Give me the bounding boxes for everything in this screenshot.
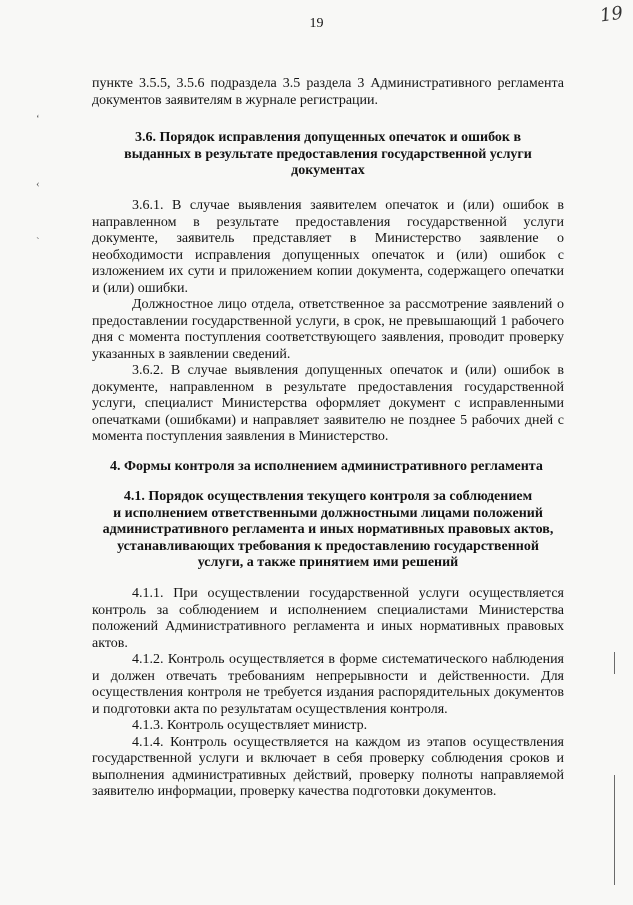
paragraph-4-1-2: 4.1.2. Контроль осуществляется в форме систематического наблюдения и должен отвечать требованиям непрерывности и действенности. Для осуществления контроля не требуется издания распорядительных документов и подготовки акта по результатам осуществления контроля. [92, 652, 564, 717]
paragraph-3-6-2: 3.6.2. В случае выявления допущенных опечаток и (или) ошибок в документе, направленном в результате предоставления государственной услуги, специалист Министерства оформляет документ с исправленными опечатками (ошибками) и направляет заявителю не позднее 5 рабочих дней с момента поступления заявления в Министерство. [92, 363, 564, 444]
paragraph-4-1-4: 4.1.4. Контроль осуществляется на каждом из этапов осуществления государственной услуги и включает в себя проверку соблюдения сроков и выполнения административных действий, проверку полноты направляемой заявителю информации, проверку качества подготовки документов. [92, 734, 564, 799]
paragraph-3-6-1: 3.6.1. В случае выявления заявителем опечаток и (или) ошибок в направленном в результате предоставления государственной услуги документе, заявитель представляет в Министерство заявление о необходимости исправления допущенных опечаток и (или) ошибок с изложением их сути и приложением копии документа, содержащего опечатки и (или) ошибки. [92, 198, 564, 296]
section-3-6-body [92, 198, 564, 446]
heading-line: устанавливающих требования к предоставлению государственной [117, 538, 539, 554]
section-4-heading: 4. Формы контроля за исполнением административного регламента [110, 459, 543, 474]
scan-edge-line [614, 652, 615, 674]
heading-line: выданных в результате предоставления государственной услуги [124, 146, 532, 162]
paragraph-3-6-1-cont: Должностное лицо отдела, ответственное за рассмотрение заявлений о предоставлении государственной услуги, в срок, не превышающий 1 рабочего дня с момента поступления соответствующего заявления, проводит проверку указанных в заявлении сведений. [92, 297, 564, 362]
heading-line: 3.6. Порядок исправления допущенных опечаток и ошибок в [134, 130, 522, 145]
heading-line: документах [291, 163, 365, 178]
section-4-body [92, 586, 564, 801]
heading-line: 4.1. Порядок осуществления текущего контроля за соблюдением [123, 489, 533, 504]
margin-mark: ‹ [36, 178, 40, 190]
heading-line: услуги, а также принятием ими решений [197, 555, 459, 570]
section-4-1-heading [92, 489, 564, 572]
paragraph-4-1-1: 4.1.1. При осуществлении государственной услуги осуществляется контроль за соблюдением и исполнением специалистами Министерства положений Административного регламента и иных нормативных правовых актов. [92, 586, 564, 651]
scan-edge-line [614, 775, 615, 885]
page-number: 19 [309, 16, 324, 31]
margin-mark: ` [36, 236, 40, 248]
heading-line: и исполнением ответственными должностными лицами положений [113, 505, 543, 521]
intro-paragraph: пункте 3.5.5, 3.5.6 подраздела 3.5 раздела 3 Административного регламента документов заявителям в журнале регистрации. [92, 76, 564, 108]
handwritten-page-number: 19 [598, 2, 625, 27]
section-3-6-heading [92, 130, 564, 180]
paragraph-4-1-3: 4.1.3. Контроль осуществляет министр. [132, 718, 368, 733]
margin-mark: ‘ [36, 113, 40, 125]
heading-line: административного регламента и иных нормативных правовых актов, [102, 522, 554, 537]
